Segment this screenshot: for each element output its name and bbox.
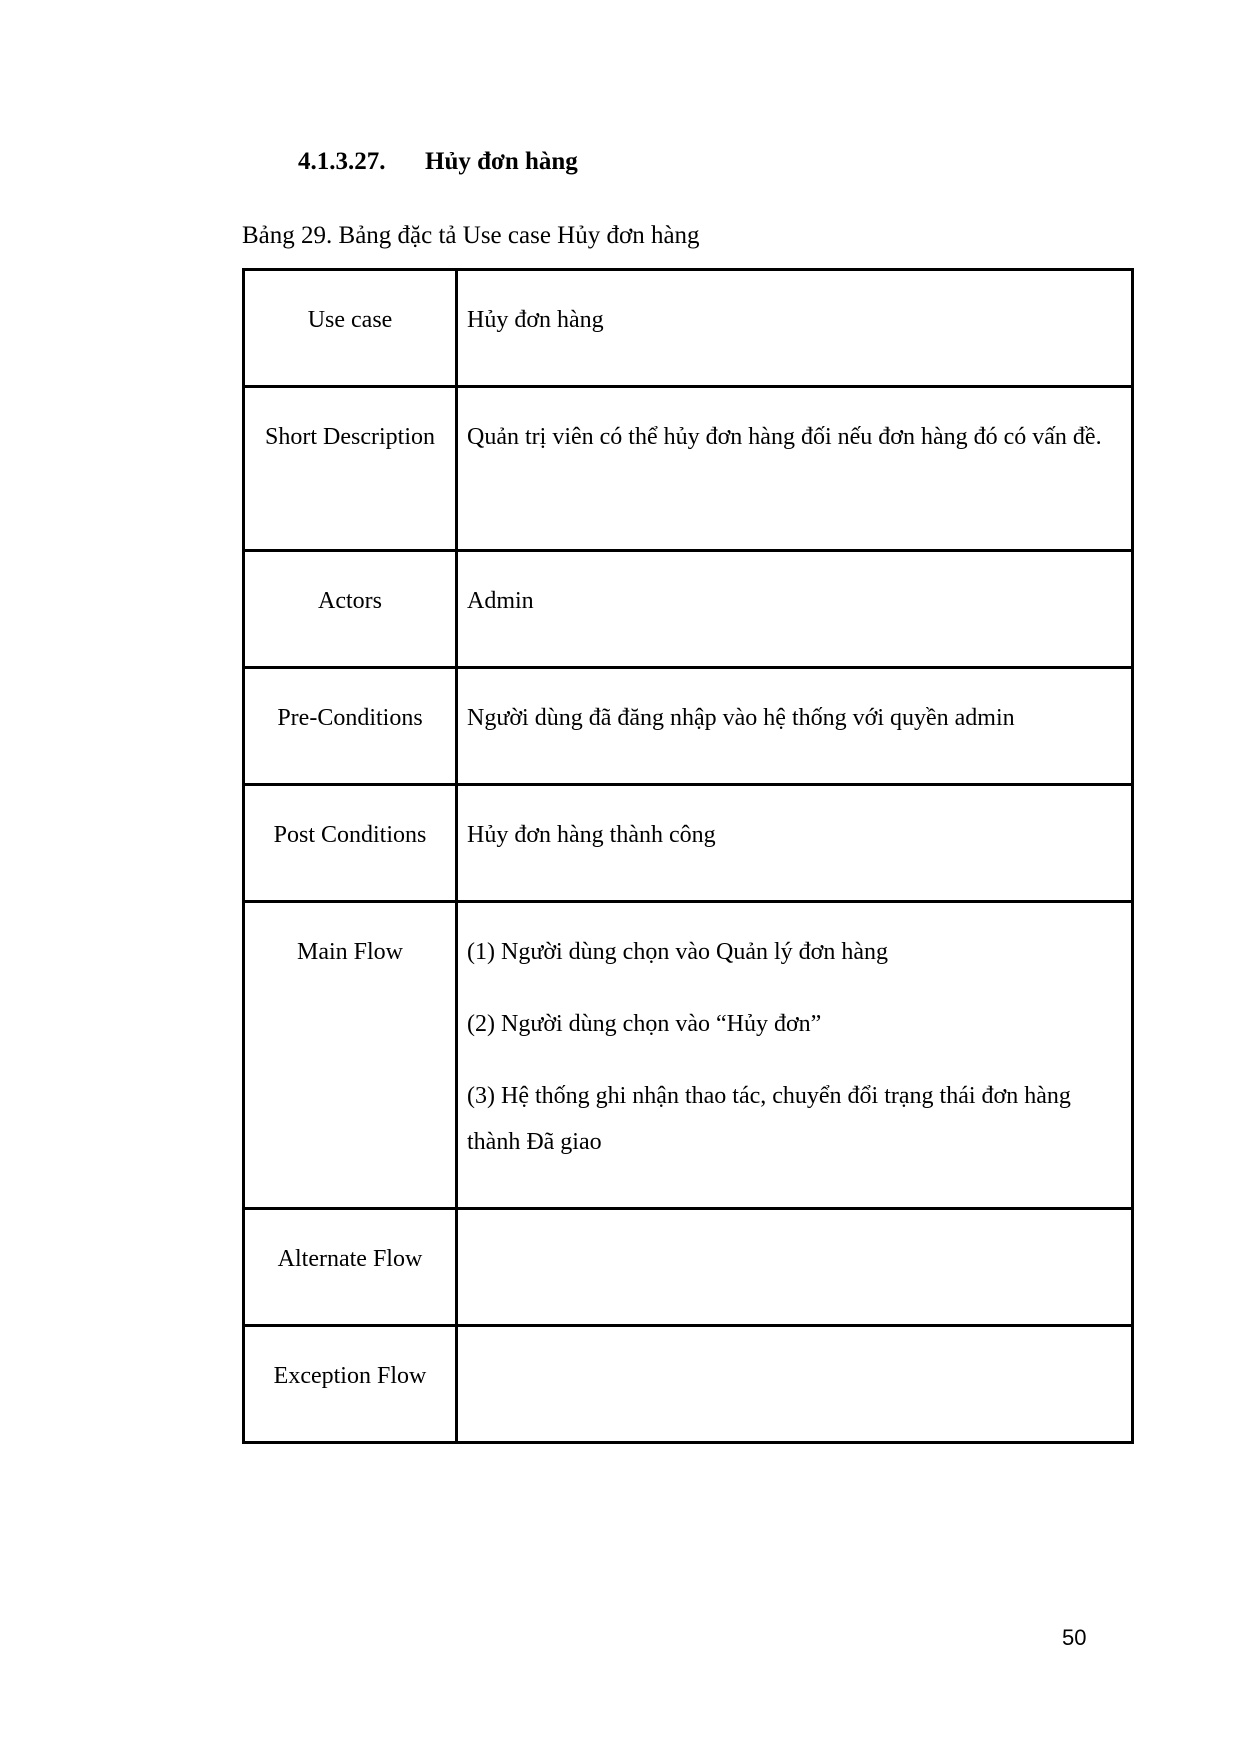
table-caption: Bảng 29. Bảng đặc tả Use case Hủy đơn hàng	[242, 222, 700, 249]
row-value: Hủy đơn hàng	[457, 270, 1133, 387]
table-row-post-conditions	[244, 785, 1133, 902]
main-flow-steps	[457, 902, 1133, 1209]
section-number: 4.1.3.27.	[298, 148, 386, 175]
row-label: Alternate Flow	[244, 1209, 457, 1326]
table-row-actors	[244, 551, 1133, 668]
section-heading	[298, 148, 578, 176]
table-row-exception-flow	[244, 1326, 1133, 1443]
row-value	[457, 1326, 1133, 1443]
section-title: Hủy đơn hàng	[425, 148, 578, 175]
table-row-use-case	[244, 270, 1133, 387]
row-label: Main Flow	[244, 902, 457, 1209]
row-value: Quản trị viên có thể hủy đơn hàng đối nếu đơn hàng đó có vấn đề.	[457, 387, 1133, 551]
table-row-short-description	[244, 387, 1133, 551]
page-number: 50	[1062, 1625, 1087, 1650]
row-value: Hủy đơn hàng thành công	[457, 785, 1133, 902]
table-row-main-flow	[244, 902, 1133, 1209]
table-row-alternate-flow	[244, 1209, 1133, 1326]
use-case-table	[242, 268, 1134, 1444]
row-value	[457, 1209, 1133, 1326]
flow-step: (3) Hệ thống ghi nhận thao tác, chuyển đổi trạng thái đơn hàng thành Đã giao	[467, 1083, 1071, 1155]
row-value: Admin	[457, 551, 1133, 668]
row-label: Post Conditions	[244, 785, 457, 902]
row-label: Actors	[244, 551, 457, 668]
row-label: Use case	[244, 270, 457, 387]
row-label: Pre-Conditions	[244, 668, 457, 785]
flow-step: (2) Người dùng chọn vào “Hủy đơn”	[467, 1011, 822, 1037]
row-label: Short Description	[244, 387, 457, 551]
row-label: Exception Flow	[244, 1326, 457, 1443]
row-value: Người dùng đã đăng nhập vào hệ thống với quyền admin	[457, 668, 1133, 785]
table-row-pre-conditions	[244, 668, 1133, 785]
flow-step: (1) Người dùng chọn vào Quản lý đơn hàng	[467, 939, 888, 965]
